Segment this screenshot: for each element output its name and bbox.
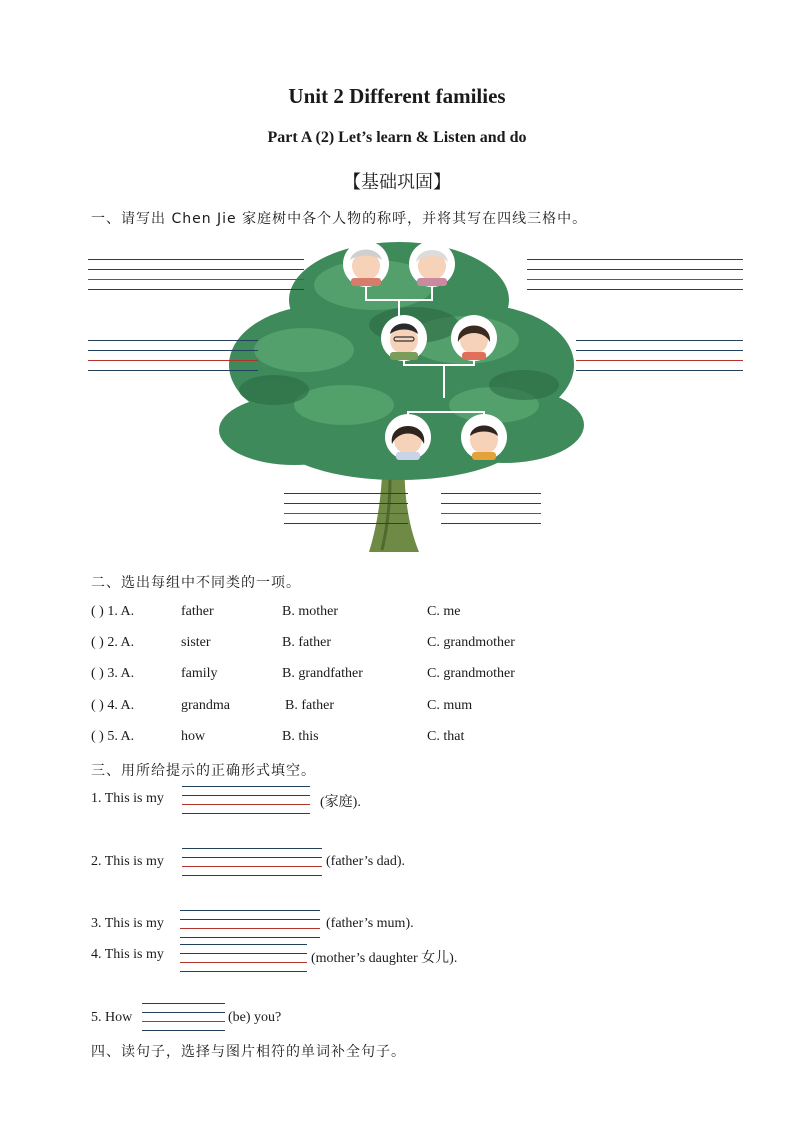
option-b: B. this [282,729,319,744]
section3-heading: 三、用所给提示的正确形式填空。 [91,763,316,779]
section2-heading: 二、选出每组中不同类的一项。 [91,575,301,591]
fill-item-2-hint: (father’s dad). [326,854,406,869]
option-a: father [181,604,214,619]
question-row [91,604,741,628]
question-row [91,729,741,753]
question-number[interactable]: ( ) 4. A. [91,698,135,713]
fill-blank-5[interactable] [142,1003,225,1033]
question-number[interactable]: ( ) 2. A. [91,635,135,650]
page-title: Unit 2 Different families [288,84,506,108]
option-b: B. father [282,635,331,650]
fill-item-4-hint: (mother’s daughter 女儿). [311,951,458,966]
fill-item-4-text: 4. This is my [91,947,164,962]
writing-lines-brother[interactable] [441,493,541,527]
section-label-basic: 【基础巩固】 [343,172,451,193]
page-subtitle: Part A (2) Let’s learn & Listen and do [267,129,527,146]
writing-lines-father[interactable] [88,340,258,374]
option-c: C. grandmother [427,666,515,681]
question-row [91,635,741,659]
fill-blank-1[interactable] [182,786,310,816]
section1-heading: 一、请写出 Chen Jie 家庭树中各个人物的称呼，并将其写在四线三格中。 [91,211,588,227]
option-b: B. grandfather [282,666,363,681]
fill-item-2-text: 2. This is my [91,854,164,869]
fill-blank-2[interactable] [182,848,322,878]
option-c: C. me [427,604,461,619]
question-row [91,666,741,690]
fill-item-3-hint: (father’s mum). [326,916,414,931]
option-c: C. grandmother [427,635,515,650]
option-c: C. mum [427,698,473,713]
writing-lines-grandmother[interactable] [527,259,743,293]
question-number[interactable]: ( ) 1. A. [91,604,135,619]
fill-item-3-text: 3. This is my [91,916,164,931]
option-a: how [181,729,206,744]
writing-lines-grandfather[interactable] [88,259,304,293]
fill-item-5-hint: (be) you? [228,1010,282,1025]
option-b: B. father [285,698,334,713]
fill-blank-4[interactable] [180,944,307,974]
fill-item-1-hint: (家庭). [320,795,361,810]
option-a: family [181,666,218,681]
option-c: C. that [427,729,465,744]
option-a: grandma [181,698,230,713]
question-row [91,698,741,722]
option-b: B. mother [282,604,338,619]
writing-lines-chen-jie[interactable] [284,493,408,527]
fill-blank-3[interactable] [180,910,320,940]
question-number[interactable]: ( ) 3. A. [91,666,135,681]
option-a: sister [181,635,211,650]
question-number[interactable]: ( ) 5. A. [91,729,135,744]
section4-heading: 四、读句子，选择与图片相符的单词补全句子。 [91,1044,406,1060]
fill-item-1-text: 1. This is my [91,791,164,806]
fill-item-5-text: 5. How [91,1010,133,1025]
writing-lines-mother[interactable] [576,340,743,374]
